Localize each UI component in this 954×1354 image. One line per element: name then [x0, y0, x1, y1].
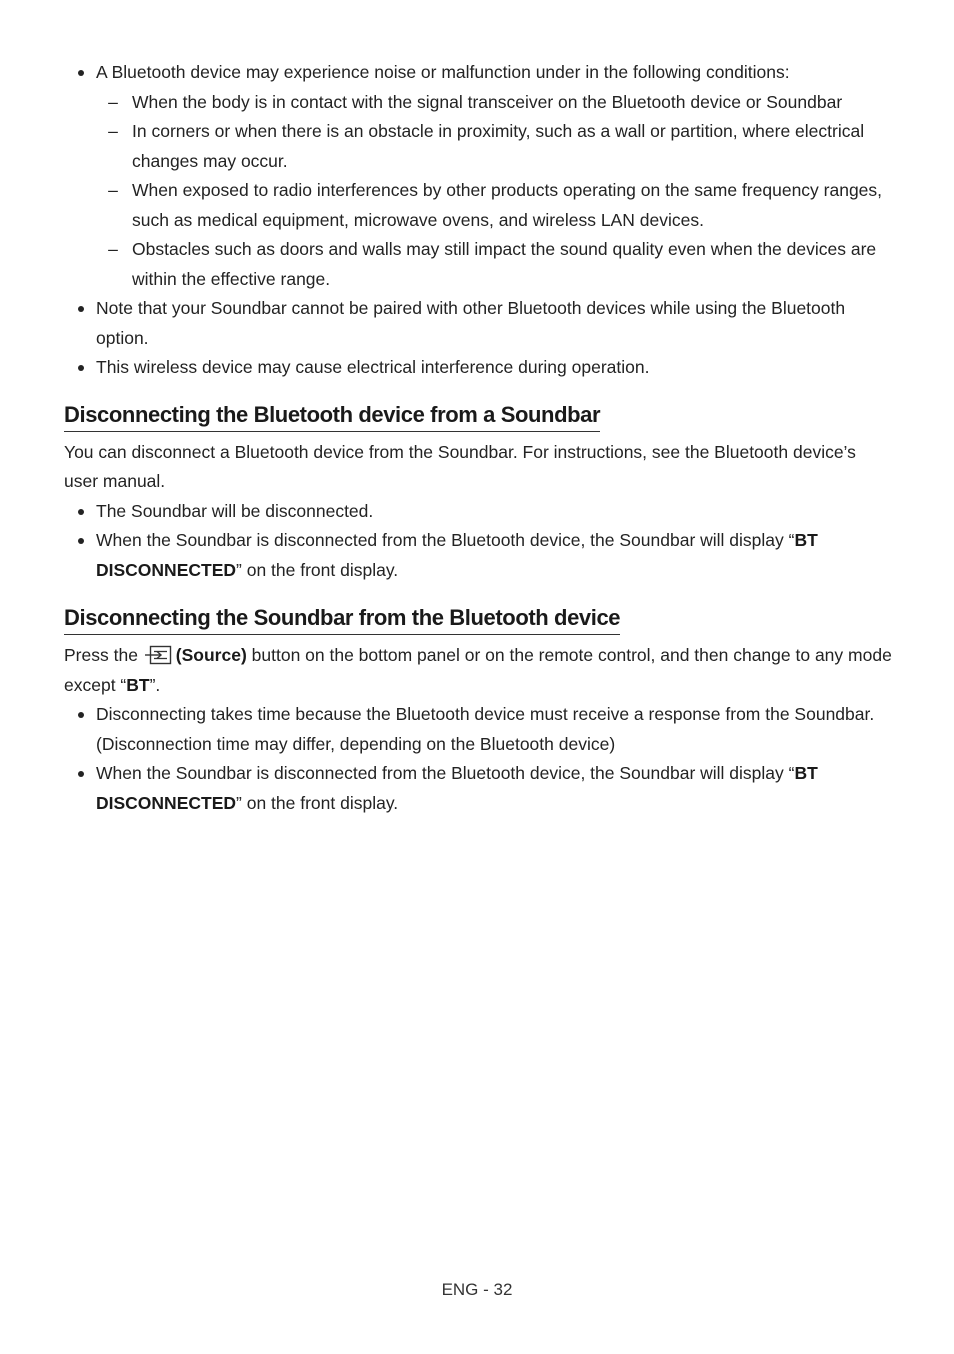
section1-bullet2-pre: When the Soundbar is disconnected from the Bluetooth device, the Soundbar will display “ [96, 530, 795, 550]
section2-heading: Disconnecting the Soundbar from the Bluetooth device [64, 603, 620, 635]
bullet-dot [78, 70, 84, 76]
list-item [64, 700, 894, 759]
bullet-dot [78, 712, 84, 718]
conditions-list [64, 58, 894, 383]
source-icon-svg [144, 644, 174, 666]
section1-bullet1: The Soundbar will be disconnected. [96, 500, 374, 521]
condition-text: In corners or when there is an obstacle in proximity, such as a wall or partition, where electrical changes may occur. [132, 121, 865, 171]
bullet-dot [78, 306, 84, 312]
list-item [64, 58, 894, 294]
section2-list [64, 700, 894, 818]
dash-mark: – [108, 91, 118, 112]
source-icon [144, 644, 174, 666]
display-message: BT DISCONNECTED [96, 530, 818, 580]
section2-body-mid: button on the bottom panel or on the remote control, and then change to any mode except “ [64, 645, 892, 695]
section2-bullet1: Disconnecting takes time because the Bluetooth device must receive a response from the Soundbar. (Disconnection time may differ, depending on the Bluetooth device) [96, 704, 875, 754]
list-item [64, 759, 894, 818]
conditions-sublist [96, 88, 894, 295]
bullet-dot [78, 538, 84, 544]
list-item [64, 526, 894, 585]
section2-bullet2-post: ” on the front display. [236, 792, 399, 813]
page-number: ENG - 32 [441, 1280, 513, 1299]
bullet-dot [78, 509, 84, 515]
section1-bullet2-post: ” on the front display. [236, 559, 399, 580]
list-item [64, 353, 894, 383]
bullet-dot [78, 365, 84, 371]
bt-mode-label: BT [126, 674, 150, 695]
dash-mark: – [108, 121, 118, 141]
section1-list [64, 497, 894, 586]
condition-text: Obstacles such as doors and walls may still impact the sound quality even when the devices are within the effective range. [132, 239, 877, 289]
list-item [64, 294, 894, 353]
section2-body-pre: Press the [64, 645, 143, 665]
list-item [96, 88, 894, 118]
condition-text: When the body is in contact with the signal transceiver on the Bluetooth device or Soundbar [132, 91, 843, 112]
section2-bullet2-pre: When the Soundbar is disconnected from the Bluetooth device, the Soundbar will display “ [96, 763, 795, 783]
section1-heading-wrap [64, 400, 894, 432]
section2-body [64, 641, 894, 700]
list-item [96, 117, 894, 176]
note-text: Note that your Soundbar cannot be paired with other Bluetooth devices while using the Bluetooth option. [96, 298, 846, 348]
list-item [96, 235, 894, 294]
bullet-dot [78, 771, 84, 777]
section2-heading-wrap [64, 603, 894, 635]
dash-mark: – [108, 239, 118, 259]
intro-bullet-text: A Bluetooth device may experience noise or malfunction under in the following conditions: [96, 62, 790, 82]
list-item [64, 497, 894, 527]
page-content [64, 58, 894, 818]
section1-heading: Disconnecting the Bluetooth device from a Soundbar [64, 400, 600, 432]
section1-body: You can disconnect a Bluetooth device from the Soundbar. For instructions, see the Bluetooth device’s user manual. [64, 441, 856, 491]
condition-text: When exposed to radio interferences by other products operating on the same frequency ranges, such as medical equipment, microwave ovens, and wireless LAN devices. [132, 180, 883, 230]
section2-body-post: ”. [149, 674, 161, 695]
display-message: BT DISCONNECTED [96, 763, 818, 813]
list-item [96, 176, 894, 235]
dash-mark: – [108, 180, 118, 200]
source-button-label: (Source) [175, 645, 247, 665]
note-text: This wireless device may cause electrical interference during operation. [96, 357, 650, 377]
